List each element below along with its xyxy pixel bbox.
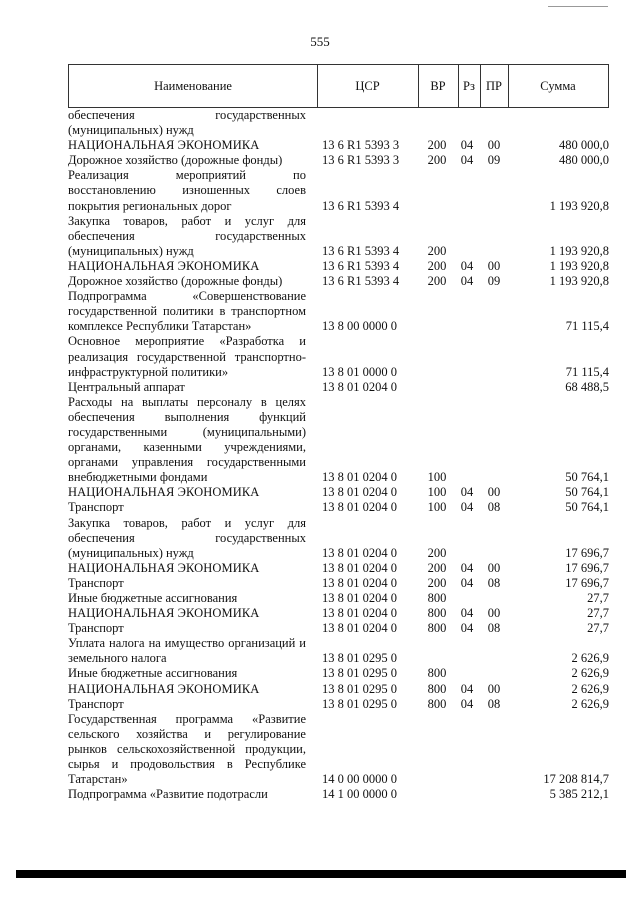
row-pr: 09 <box>487 274 501 289</box>
table-row <box>68 395 609 486</box>
row-name: Дорожное хозяйство (дорожные фонды) <box>68 274 283 289</box>
row-vr: 200 <box>427 575 447 590</box>
table-row <box>68 485 609 500</box>
row-pr: 08 <box>487 696 501 711</box>
row-vr: 800 <box>427 696 447 711</box>
table-row <box>68 259 609 274</box>
row-pr: 08 <box>487 575 501 590</box>
row-name: Транспорт <box>68 621 124 636</box>
row-csr: 13 8 01 0204 0 <box>322 545 397 560</box>
row-pr: 00 <box>487 560 501 575</box>
row-csr: 13 6 R1 5393 4 <box>322 198 400 213</box>
table-row <box>68 380 609 395</box>
row-sum: 1 193 920,8 <box>549 243 609 258</box>
row-name: Уплата налога на имущество организаций и земельного налога <box>68 636 306 666</box>
header-csr: ЦСР <box>355 79 380 93</box>
row-name: Дорожное хозяйство (дорожные фонды) <box>68 153 283 168</box>
row-csr: 13 8 01 0295 0 <box>322 681 397 696</box>
row-csr: 13 6 R1 5393 4 <box>322 243 400 258</box>
row-sum: 27,7 <box>587 606 609 621</box>
row-name: Расходы на выплаты персоналу в целях обеспечения выполнения функций государственными (муниципальными) органами, казенными учреждениями, органами управления государственными внебюджетными фондами <box>68 394 306 485</box>
row-vr: 200 <box>427 138 447 153</box>
table-row <box>68 168 609 213</box>
row-csr: 14 1 00 0000 0 <box>322 787 397 802</box>
row-rz: 04 <box>460 274 474 289</box>
row-rz: 04 <box>460 153 474 168</box>
header-sum: Сумма <box>540 79 576 93</box>
table-row <box>68 636 609 666</box>
table-row <box>68 591 609 606</box>
row-rz: 04 <box>460 575 474 590</box>
row-sum: 5 385 212,1 <box>549 787 609 802</box>
table-row <box>68 516 609 561</box>
row-vr: 800 <box>427 666 447 681</box>
row-csr: 13 8 01 0204 0 <box>322 621 397 636</box>
row-rz: 04 <box>460 560 474 575</box>
table-body <box>68 108 609 802</box>
row-sum: 17 696,7 <box>565 575 609 590</box>
header-pr: ПР <box>486 79 502 93</box>
row-rz: 04 <box>460 606 474 621</box>
row-pr: 00 <box>487 681 501 696</box>
table-row <box>68 153 609 168</box>
table-row <box>68 334 609 379</box>
row-csr: 13 8 01 0204 0 <box>322 606 397 621</box>
row-csr: 13 8 01 0204 0 <box>322 485 397 500</box>
row-sum: 27,7 <box>587 621 609 636</box>
row-name: НАЦИОНАЛЬНАЯ ЭКОНОМИКА <box>68 485 260 500</box>
row-csr: 13 8 01 0204 0 <box>322 560 397 575</box>
row-vr: 100 <box>427 485 447 500</box>
row-csr: 13 8 01 0204 0 <box>322 500 397 515</box>
row-pr: 08 <box>487 500 501 515</box>
row-sum: 1 193 920,8 <box>549 274 609 289</box>
row-name: НАЦИОНАЛЬНАЯ ЭКОНОМИКА <box>68 606 260 621</box>
row-pr: 08 <box>487 621 501 636</box>
table-row <box>68 712 609 787</box>
table-row <box>68 274 609 289</box>
row-name: НАЦИОНАЛЬНАЯ ЭКОНОМИКА <box>68 258 260 273</box>
row-vr: 200 <box>427 243 447 258</box>
row-sum: 480 000,0 <box>559 138 609 153</box>
table-row <box>68 787 609 802</box>
row-pr: 09 <box>487 153 501 168</box>
row-csr: 13 8 01 0295 0 <box>322 666 397 681</box>
row-csr: 13 8 01 0295 0 <box>322 696 397 711</box>
row-csr: 13 8 00 0000 0 <box>322 319 397 334</box>
row-name: Транспорт <box>68 696 124 711</box>
row-pr: 00 <box>487 606 501 621</box>
row-csr: 13 8 01 0204 0 <box>322 575 397 590</box>
row-rz: 04 <box>460 138 474 153</box>
row-name: НАЦИОНАЛЬНАЯ ЭКОНОМИКА <box>68 138 260 153</box>
row-csr: 14 0 00 0000 0 <box>322 772 397 787</box>
table-row <box>68 214 609 259</box>
row-pr: 00 <box>487 258 501 273</box>
row-sum: 17 208 814,7 <box>543 772 609 787</box>
row-csr: 13 8 01 0204 0 <box>322 591 397 605</box>
header-name: Наименование <box>154 79 232 93</box>
row-vr: 200 <box>427 153 447 168</box>
row-csr: 13 6 R1 5393 3 <box>322 153 400 168</box>
row-rz: 04 <box>460 258 474 273</box>
table-row <box>68 666 609 681</box>
table-row <box>68 576 609 591</box>
row-vr: 800 <box>427 621 447 636</box>
row-vr: 100 <box>427 470 447 485</box>
row-vr: 800 <box>427 591 447 605</box>
row-name: Закупка товаров, работ и услуг для обеспечения государственных (муниципальных) нужд <box>68 515 306 560</box>
row-vr: 800 <box>427 681 447 696</box>
row-sum: 50 764,1 <box>565 470 609 485</box>
row-csr: 13 6 R1 5393 3 <box>322 138 400 153</box>
row-name: Закупка товаров, работ и услуг для обеспечения государственных (муниципальных) нужд <box>68 213 306 258</box>
row-sum: 27,7 <box>587 591 609 605</box>
row-sum: 50 764,1 <box>565 500 609 515</box>
table-row <box>68 682 609 697</box>
row-csr: 13 8 01 0204 0 <box>322 379 397 394</box>
table-row <box>68 561 609 576</box>
row-vr: 200 <box>427 258 447 273</box>
row-name: НАЦИОНАЛЬНАЯ ЭКОНОМИКА <box>68 681 260 696</box>
row-sum: 50 764,1 <box>565 485 609 500</box>
row-name: Государственная программа «Развитие сельского хозяйства и регулирование рынков сельскохозяйственной продукции, сырья и продовольствия в Республике Татарстан» <box>68 711 306 787</box>
table-row <box>68 697 609 712</box>
row-name: Подпрограмма «Развитие подотрасли <box>68 787 268 802</box>
row-name: Реализация мероприятий по восстановлению изношенных слоев покрытия региональных дорог <box>68 168 306 213</box>
row-rz: 04 <box>460 485 474 500</box>
row-csr: 13 8 01 0295 0 <box>322 651 397 666</box>
row-csr: 13 8 01 0204 0 <box>322 470 397 485</box>
row-rz: 04 <box>460 681 474 696</box>
row-sum: 71 115,4 <box>565 364 609 379</box>
row-name: Иные бюджетные ассигнования <box>68 591 238 605</box>
row-name: Основное мероприятие «Разработка и реализация государственной транспортно-инфраструктурной политики» <box>68 334 306 379</box>
row-name: Центральный аппарат <box>68 379 185 394</box>
top-rule <box>548 6 608 7</box>
row-name: Транспорт <box>68 575 124 590</box>
table-row <box>68 606 609 621</box>
page-number: 555 <box>310 34 330 49</box>
row-name: Транспорт <box>68 500 124 515</box>
table-header <box>68 64 609 108</box>
row-sum: 17 696,7 <box>565 545 609 560</box>
row-csr: 13 6 R1 5393 4 <box>322 274 400 289</box>
row-sum: 71 115,4 <box>565 319 609 334</box>
row-vr: 200 <box>427 274 447 289</box>
row-vr: 100 <box>427 500 447 515</box>
row-csr: 13 8 01 0000 0 <box>322 364 397 379</box>
row-name: Иные бюджетные ассигнования <box>68 666 238 681</box>
header-vr: ВР <box>430 79 446 93</box>
row-sum: 1 193 920,8 <box>549 258 609 273</box>
row-sum: 480 000,0 <box>559 153 609 168</box>
table-row <box>68 621 609 636</box>
row-pr: 00 <box>487 485 501 500</box>
row-name: НАЦИОНАЛЬНАЯ ЭКОНОМИКА <box>68 560 260 575</box>
table-row <box>68 108 609 138</box>
row-name: Подпрограмма «Совершенствование государственной политики в транспортном комплексе Республики Татарстан» <box>68 289 306 334</box>
table-row <box>68 289 609 334</box>
header-rz: Рз <box>463 79 475 93</box>
row-sum: 68 488,5 <box>565 379 609 394</box>
row-sum: 17 696,7 <box>565 560 609 575</box>
row-sum: 1 193 920,8 <box>549 198 609 213</box>
row-rz: 04 <box>460 696 474 711</box>
row-name: обеспечения государственных (муниципальных) нужд <box>68 108 306 138</box>
row-vr: 200 <box>427 545 447 560</box>
row-pr: 00 <box>487 138 501 153</box>
row-vr: 200 <box>427 560 447 575</box>
row-sum: 2 626,9 <box>571 651 609 666</box>
row-rz: 04 <box>460 500 474 515</box>
row-sum: 2 626,9 <box>571 666 609 681</box>
table-row <box>68 138 609 153</box>
table-row <box>68 500 609 515</box>
row-rz: 04 <box>460 621 474 636</box>
row-vr: 800 <box>427 606 447 621</box>
row-csr: 13 6 R1 5393 4 <box>322 258 400 273</box>
scan-edge-bar <box>16 870 626 878</box>
row-sum: 2 626,9 <box>571 696 609 711</box>
row-sum: 2 626,9 <box>571 681 609 696</box>
